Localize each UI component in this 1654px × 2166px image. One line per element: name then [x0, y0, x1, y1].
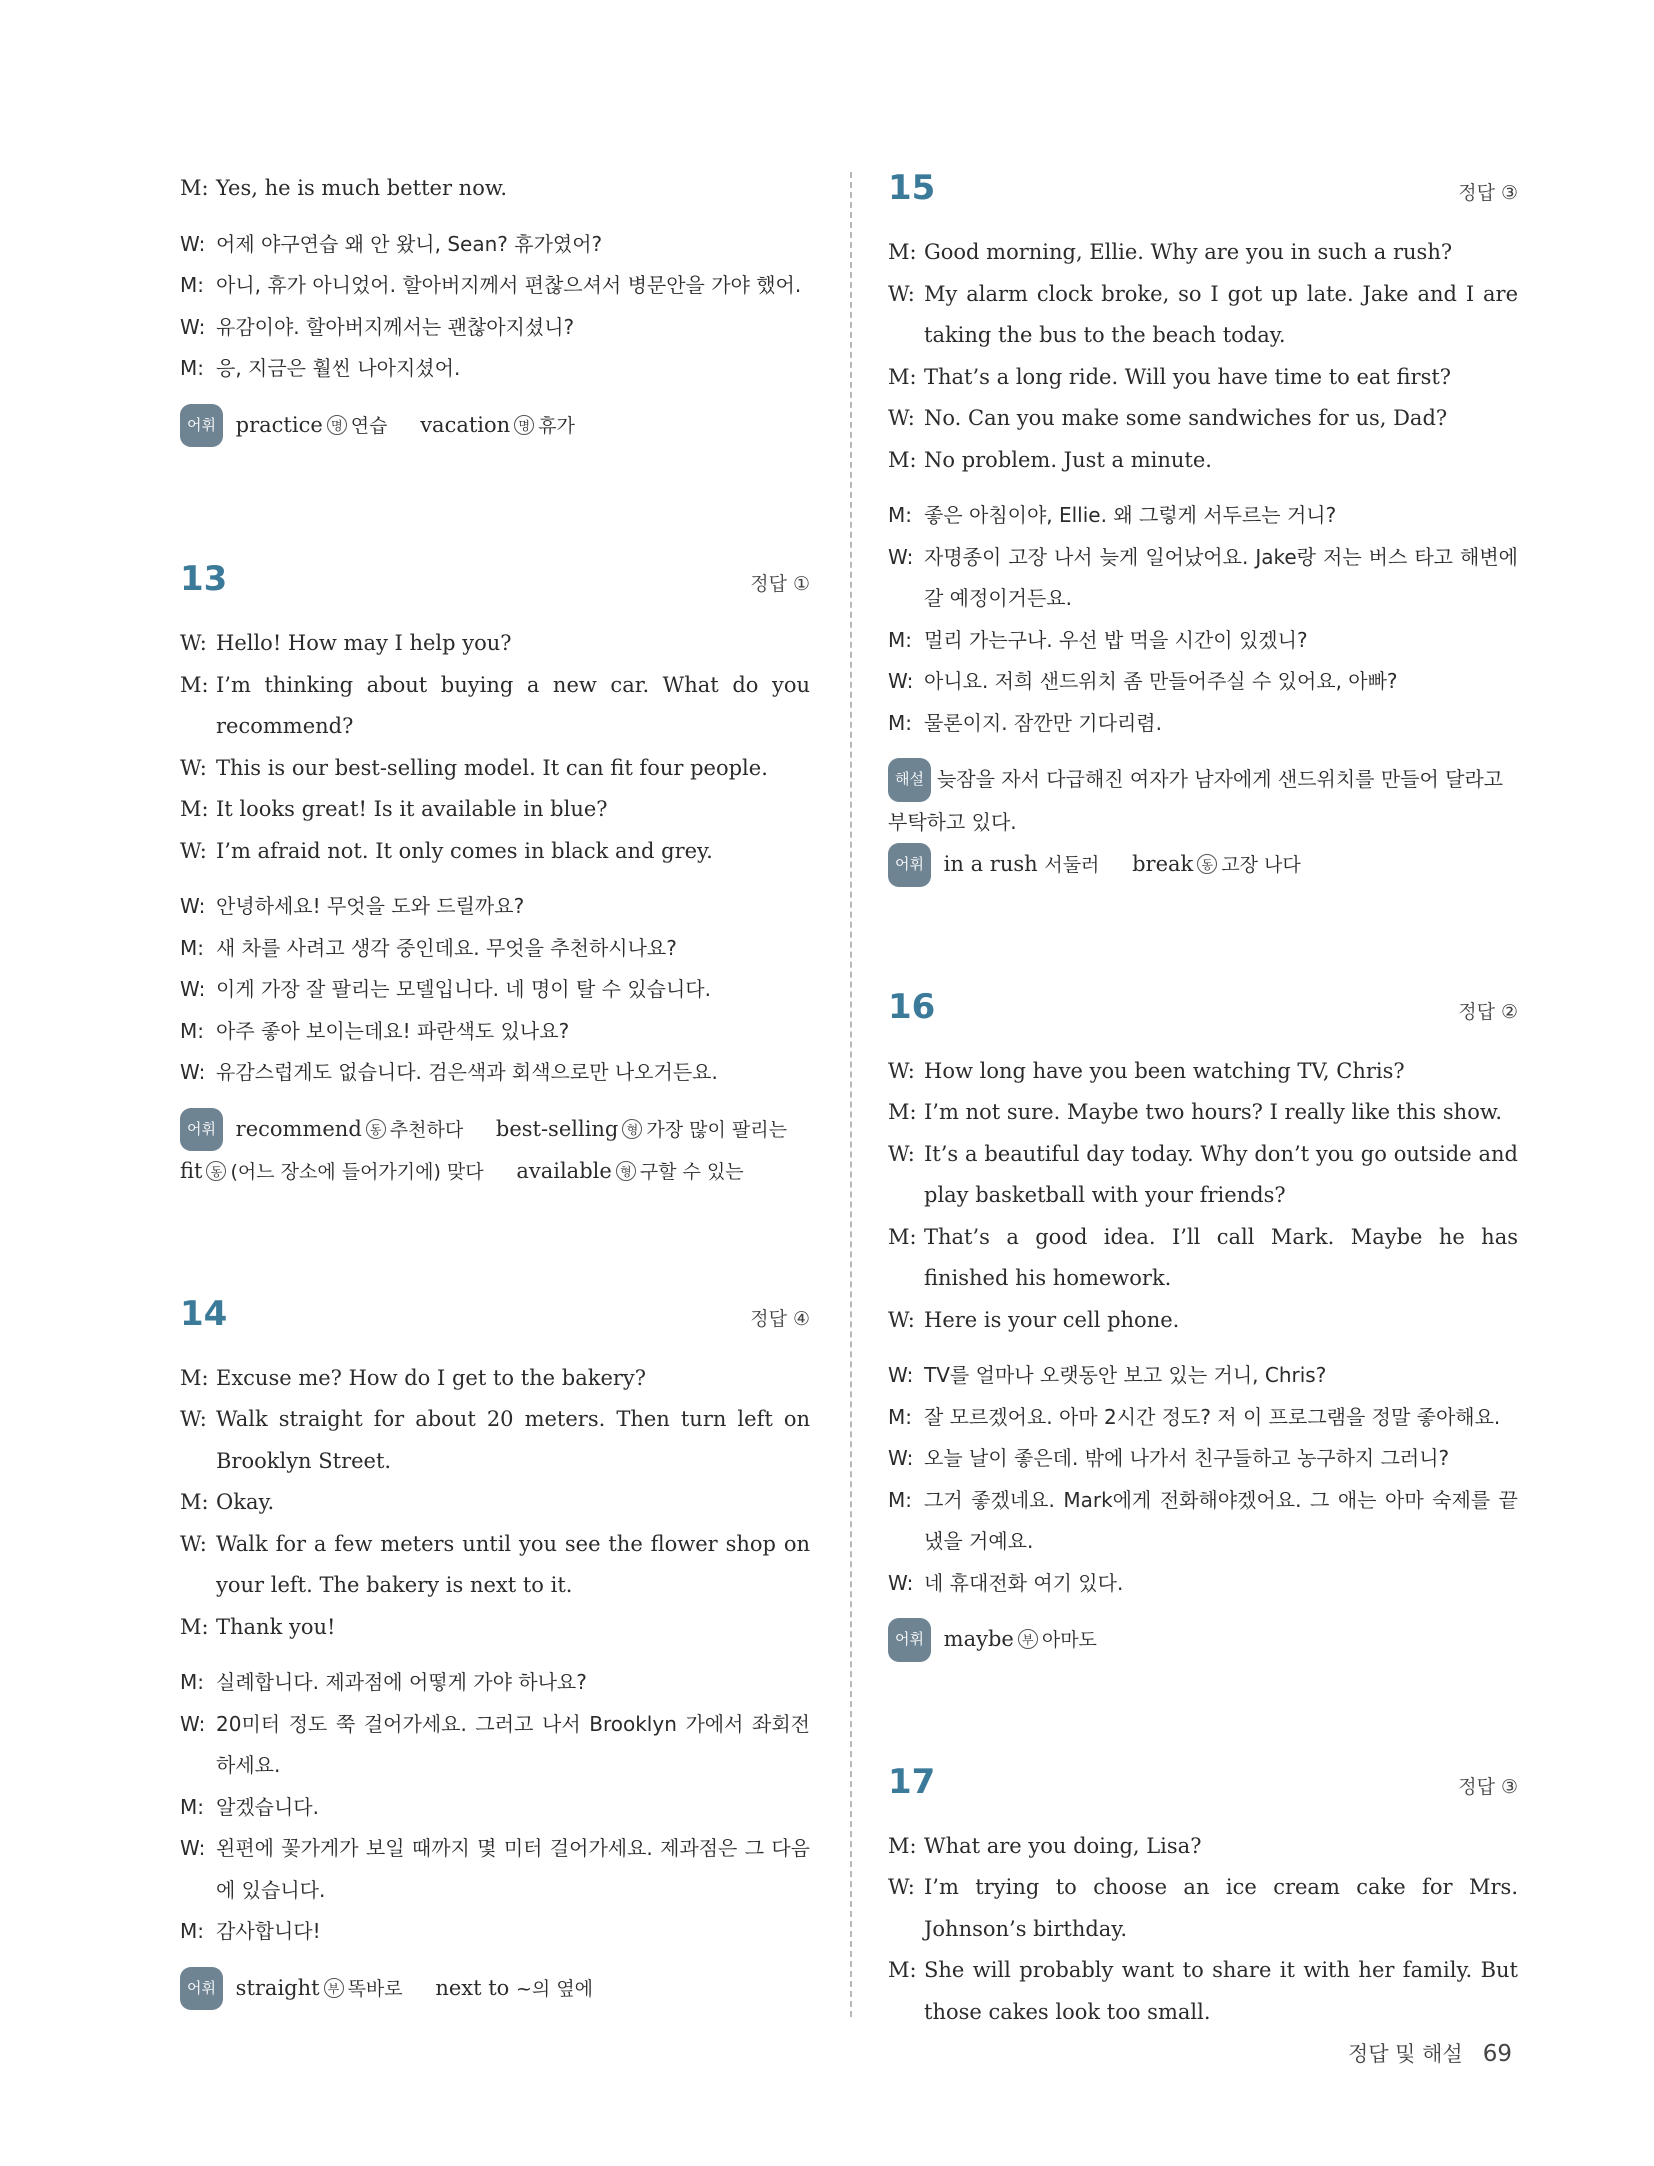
pos-badge: 부: [1018, 1629, 1038, 1649]
speaker: W:: [180, 1407, 207, 1431]
dialogue-line: [180, 168, 810, 210]
utterance: That’s a long ride. Will you have time to eat first?: [924, 364, 1452, 389]
dialogue-line: [888, 495, 1518, 537]
dialogue-english: [888, 232, 1518, 481]
utterance: 20미터 정도 쭉 걸어가세요. 그러고 나서 Brooklyn 가에서 좌회전 하세요.: [216, 1711, 810, 1777]
vocab-tag: 어휘: [888, 843, 931, 887]
answer-label: 정답 ③: [1458, 182, 1518, 204]
pos-badge: 부: [324, 1978, 344, 1998]
vocab-word: maybe: [943, 1627, 1014, 1651]
dialogue-line: [888, 1134, 1518, 1217]
speaker: M:: [180, 1919, 204, 1943]
utterance: 안녕하세요! 무엇을 도와 드릴까요?: [216, 894, 525, 918]
dialogue-line: [180, 1828, 810, 1911]
dialogue-line: [888, 1950, 1518, 2033]
vocab-item: [516, 1159, 743, 1183]
section-q15: [888, 168, 1518, 887]
section-q16: [888, 987, 1518, 1662]
speaker: W:: [180, 755, 207, 780]
vocab-item: [236, 413, 388, 437]
dialogue-line: [888, 703, 1518, 745]
vocab-meaning: 구할 수 있는: [639, 1161, 744, 1183]
speaker: M:: [180, 935, 204, 960]
dialogue-line: [180, 969, 810, 1011]
utterance: 자명종이 고장 나서 늦게 일어났어요. Jake랑 저는 버스 타고 해변에 갈 예정이거든요.: [924, 544, 1518, 610]
dialogue-line: [180, 1704, 810, 1787]
speaker: W:: [180, 977, 206, 1001]
question-header: [888, 987, 1518, 1043]
dialogue-line: [888, 1397, 1518, 1439]
dialogue-line: [888, 440, 1518, 482]
vocab-item: [236, 1976, 403, 2000]
vocab-meaning: 가장 많이 팔리는: [646, 1118, 787, 1141]
answer-label: 정답 ④: [750, 1307, 810, 1330]
dialogue-line: [180, 623, 810, 665]
utterance: Walk straight for about 20 meters. Then turn left on Brooklyn Street.: [216, 1407, 810, 1473]
vocab-word: next to: [435, 1975, 510, 2000]
speaker: W:: [180, 231, 206, 256]
utterance: Here is your cell phone.: [924, 1307, 1180, 1332]
speaker: M:: [180, 356, 204, 380]
dialogue-line: [180, 1911, 810, 1953]
question-header: [888, 1762, 1518, 1818]
utterance: 이게 가장 잘 팔리는 모델입니다. 네 명이 탈 수 있습니다.: [216, 977, 711, 1001]
vocab-tag: 어휘: [180, 404, 223, 448]
vocab-tag: 어휘: [888, 1618, 931, 1662]
utterance: Hello! How may I help you?: [216, 631, 512, 655]
utterance: Walk for a few meters until you see the flower shop on your left. The bakery is next to it.: [216, 1531, 810, 1597]
dialogue-line: [888, 274, 1518, 357]
right-column: [888, 168, 1518, 2047]
utterance: 멀리 가는구나. 우선 밥 먹을 시간이 있겠니?: [924, 627, 1308, 652]
vocab-box: [888, 1618, 1518, 1662]
dialogue-line: [180, 348, 810, 390]
dialogue-line: [888, 1300, 1518, 1342]
utterance: 아니요. 저희 샌드위치 좀 만들어주실 수 있어요, 아빠?: [924, 669, 1398, 693]
speaker: M:: [888, 1833, 917, 1858]
vocab-item: [236, 1117, 464, 1141]
vocab-meaning: (어느 장소에 들어가기에) 맞다: [230, 1161, 484, 1183]
dialogue-korean: [888, 1355, 1518, 1604]
vocab-box: [180, 1967, 810, 2011]
speaker: W:: [180, 894, 206, 918]
dialogue-korean: [180, 224, 810, 390]
vocab-meaning: 서둘러: [1044, 854, 1100, 876]
utterance: I’m not sure. Maybe two hours? I really like this show.: [924, 1100, 1502, 1124]
utterance: It looks great! Is it available in blue?: [216, 797, 608, 821]
utterance: What are you doing, Lisa?: [924, 1833, 1202, 1858]
page-number: 69: [1482, 2041, 1512, 2067]
vocab-word: straight: [235, 1975, 320, 2000]
dialogue-line: [180, 665, 810, 748]
speaker: W:: [888, 1570, 914, 1595]
utterance: 유감스럽게도 없습니다. 검은색과 회색으로만 나오거든요.: [216, 1060, 718, 1084]
utterance: 실례합니다. 제과점에 어떻게 가야 하나요?: [216, 1670, 587, 1694]
speaker: M:: [180, 273, 204, 297]
utterance: This is our best-selling model. It can fit four people.: [216, 755, 768, 780]
speaker: M:: [180, 1794, 204, 1819]
speaker: M:: [888, 1958, 917, 1982]
dialogue-line: [888, 1867, 1518, 1950]
dialogue-line: [888, 232, 1518, 274]
utterance: Okay.: [216, 1490, 275, 1514]
vocab-meaning: 연습: [350, 414, 388, 437]
speaker: W:: [888, 1875, 915, 1899]
dialogue-line: [180, 928, 810, 970]
dialogue-line: [888, 537, 1518, 620]
section-q13: [180, 559, 810, 1194]
vocab-meaning: 아마도: [1041, 1629, 1097, 1651]
vocab-word: practice: [235, 412, 323, 437]
dialogue-line: [180, 1399, 810, 1482]
explanation-tag: 해설: [888, 758, 931, 802]
utterance: That’s a good idea. I’ll call Mark. Maybe he has finished his homework.: [924, 1224, 1518, 1290]
utterance: I’m trying to choose an ice cream cake for Mrs. Johnson’s birthday.: [924, 1875, 1518, 1941]
dialogue-line: [888, 620, 1518, 662]
vocab-box: [888, 843, 1518, 887]
speaker: W:: [180, 631, 207, 655]
footer-section-title: 정답 및 해설: [1347, 2042, 1463, 2066]
dialogue-line: [180, 831, 810, 873]
pos-badge: 형: [616, 1161, 636, 1181]
speaker: M:: [888, 503, 912, 527]
speaker: M:: [180, 1018, 204, 1043]
vocab-meaning: 똑바로: [347, 1977, 403, 2000]
speaker: W:: [180, 838, 207, 863]
pos-badge: 형: [622, 1119, 642, 1139]
dialogue-line: [180, 224, 810, 266]
question-number: 13: [180, 559, 228, 599]
dialogue-line: [888, 1217, 1518, 1300]
dialogue-line: [888, 1092, 1518, 1134]
answer-label: 정답 ②: [1458, 1000, 1518, 1023]
vocab-item: [944, 1627, 1097, 1651]
dialogue-line: [180, 1787, 810, 1829]
question-number: 15: [888, 168, 936, 208]
question-number: 14: [180, 1293, 228, 1334]
speaker: M:: [180, 797, 209, 821]
speaker: W:: [888, 1446, 914, 1470]
page-footer: [1348, 2038, 1512, 2068]
speaker: M:: [180, 1614, 209, 1639]
vocab-item: [420, 413, 575, 437]
column-divider: [850, 172, 852, 2017]
vocab-item: [944, 852, 1100, 876]
utterance: 그거 좋겠네요. Mark에게 전화해야겠어요. 그 애는 아마 숙제를 끝냈을 거예요.: [924, 1487, 1518, 1553]
speaker: M:: [888, 1224, 917, 1249]
vocab-item: [180, 1159, 484, 1183]
vocab-word: best-selling: [495, 1116, 619, 1141]
vocab-meaning: 추천하다: [389, 1118, 464, 1141]
vocab-word: in a rush: [943, 852, 1038, 876]
pos-badge: 동: [206, 1161, 226, 1181]
question-header: [888, 168, 1518, 224]
utterance: 유감이야. 할아버지께서는 괜찮아지셨니?: [216, 314, 575, 339]
utterance: 아주 좋아 보이는데요! 파란색도 있나요?: [216, 1018, 570, 1043]
utterance: Good morning, Ellie. Why are you in such a rush?: [924, 240, 1453, 264]
utterance: 네 휴대전화 여기 있다.: [924, 1570, 1124, 1595]
dialogue-line: [888, 357, 1518, 399]
question-header: [180, 1294, 810, 1350]
speaker: W:: [180, 1060, 206, 1084]
utterance: Yes, he is much better now.: [216, 176, 508, 200]
dialogue-korean: [888, 495, 1518, 744]
pos-badge: 동: [1197, 854, 1217, 874]
dialogue-line: [888, 1563, 1518, 1605]
section-q17: [888, 1762, 1518, 2034]
dialogue-english: [180, 168, 810, 210]
dialogue-line: [180, 1358, 810, 1400]
utterance: My alarm clock broke, so I got up late. Jake and I are taking the bus to the beach today.: [924, 281, 1518, 347]
dialogue-line: [888, 1480, 1518, 1563]
utterance: 왼편에 꽃가게가 보일 때까지 몇 미터 걸어가세요. 제과점은 그 다음에 있습니다.: [216, 1836, 810, 1902]
dialogue-korean: [180, 886, 810, 1094]
dialogue-line: [180, 1607, 810, 1649]
utterance: 좋은 아침이야, Ellie. 왜 그렇게 서두르는 거니?: [924, 503, 1337, 527]
dialogue-line: [180, 1524, 810, 1607]
explanation-box: [888, 758, 1518, 843]
vocab-item: [1132, 852, 1301, 876]
dialogue-line: [180, 748, 810, 790]
utterance: I’m thinking about buying a new car. What do you recommend?: [216, 672, 810, 738]
vocab-meaning: 고장 나다: [1221, 854, 1301, 876]
utterance: Excuse me? How do I get to the bakery?: [216, 1365, 647, 1390]
utterance: 물론이지. 잠깐만 기다리렴.: [924, 710, 1162, 735]
speaker: M:: [180, 1365, 209, 1390]
vocab-meaning: 휴가: [538, 414, 575, 437]
dialogue-line: [180, 265, 810, 307]
pos-badge: 동: [366, 1119, 386, 1139]
vocab-word: fit: [180, 1159, 203, 1183]
speaker: W:: [180, 1711, 206, 1736]
speaker: M:: [888, 1404, 912, 1429]
dialogue-line: [180, 1011, 810, 1053]
vocab-word: recommend: [235, 1116, 362, 1141]
dialogue-line: [888, 1826, 1518, 1868]
vocab-word: break: [1132, 852, 1194, 876]
pos-badge: 명: [327, 415, 347, 435]
dialogue-line: [888, 1438, 1518, 1480]
answer-label: 정답 ③: [1458, 1775, 1518, 1798]
utterance: 알겠습니다.: [216, 1794, 319, 1819]
dialogue-korean: [180, 1662, 810, 1953]
speaker: M:: [888, 1100, 917, 1124]
utterance: 잘 모르겠어요. 아마 2시간 정도? 저 이 프로그램을 정말 좋아해요.: [924, 1404, 1501, 1429]
dialogue-line: [888, 1355, 1518, 1397]
dialogue-line: [180, 789, 810, 831]
utterance: How long have you been watching TV, Chris?: [924, 1058, 1405, 1083]
section-continuation: [180, 168, 810, 447]
pos-badge: 명: [514, 415, 534, 435]
dialogue-line: [180, 307, 810, 349]
speaker: M:: [888, 240, 917, 264]
utterance: It’s a beautiful day today. Why don’t you go outside and play basketball with your friends?: [924, 1141, 1518, 1207]
speaker: W:: [888, 544, 914, 569]
speaker: M:: [180, 1490, 209, 1514]
speaker: M:: [888, 627, 912, 652]
speaker: M:: [888, 364, 917, 389]
utterance: 감사합니다!: [216, 1919, 321, 1943]
explanation-text: 늦잠을 자서 다급해진 여자가 남자에게 샌드위치를 만들어 달라고 부탁하고 있다.: [888, 767, 1504, 834]
question-header: [180, 559, 810, 615]
dialogue-line: [180, 886, 810, 928]
answer-label: 정답 ①: [750, 573, 810, 595]
speaker: W:: [888, 1307, 915, 1332]
dialogue-english: [180, 623, 810, 872]
speaker: M:: [888, 1487, 912, 1512]
utterance: No. Can you make some sandwiches for us, Dad?: [924, 406, 1448, 430]
speaker: M:: [888, 447, 917, 472]
utterance: TV를 얼마나 오랫동안 보고 있는 거니, Chris?: [924, 1363, 1327, 1387]
dialogue-line: [888, 398, 1518, 440]
section-q14: [180, 1294, 810, 2011]
utterance: No problem. Just a minute.: [924, 447, 1212, 472]
utterance: I’m afraid not. It only comes in black and grey.: [216, 838, 713, 863]
vocab-word: available: [516, 1159, 612, 1183]
speaker: W:: [180, 1836, 206, 1860]
speaker: W:: [888, 669, 914, 693]
dialogue-english: [180, 1358, 810, 1649]
vocab-tag: 어휘: [180, 1108, 223, 1152]
utterance: 오늘 날이 좋은데. 밖에 나가서 친구들하고 농구하지 그러니?: [924, 1446, 1450, 1470]
utterance: She will probably want to share it with her family. But those cakes look too small.: [924, 1958, 1518, 2024]
speaker: M:: [180, 1670, 204, 1694]
dialogue-line: [180, 1052, 810, 1094]
utterance: 아니, 휴가 아니었어. 할아버지께서 편찮으셔서 병문안을 가야 했어.: [216, 273, 802, 297]
utterance: 새 차를 사려고 생각 중인데요. 무엇을 추천하시나요?: [216, 935, 677, 960]
utterance: 응, 지금은 훨씬 나아지셨어.: [216, 356, 461, 380]
speaker: W:: [888, 406, 915, 430]
speaker: W:: [888, 281, 915, 306]
speaker: M:: [888, 710, 912, 735]
speaker: M:: [180, 176, 209, 200]
question-number: 16: [888, 986, 936, 1027]
speaker: W:: [888, 1363, 914, 1387]
dialogue-english: [888, 1051, 1518, 1342]
speaker: W:: [888, 1141, 915, 1166]
vocab-word: vacation: [420, 412, 511, 437]
dialogue-line: [180, 1662, 810, 1704]
speaker: W:: [180, 1531, 207, 1556]
dialogue-line: [888, 1051, 1518, 1093]
dialogue-line: [888, 661, 1518, 703]
vocab-tag: 어휘: [180, 1967, 223, 2011]
vocab-item: [496, 1117, 787, 1141]
left-column: [180, 168, 810, 2120]
speaker: W:: [888, 1058, 915, 1083]
speaker: W:: [180, 314, 206, 339]
vocab-box: [180, 404, 810, 448]
speaker: M:: [180, 672, 209, 697]
utterance: 어제 야구연습 왜 안 왔니, Sean? 휴가였어?: [216, 231, 603, 256]
dialogue-line: [180, 1482, 810, 1524]
vocab-box: [180, 1108, 810, 1194]
question-number: 17: [888, 1761, 936, 1802]
vocab-meaning: ~의 옆에: [516, 1977, 594, 2000]
vocab-item: [435, 1976, 593, 2000]
dialogue-english: [888, 1826, 1518, 2034]
utterance: Thank you!: [216, 1614, 336, 1639]
